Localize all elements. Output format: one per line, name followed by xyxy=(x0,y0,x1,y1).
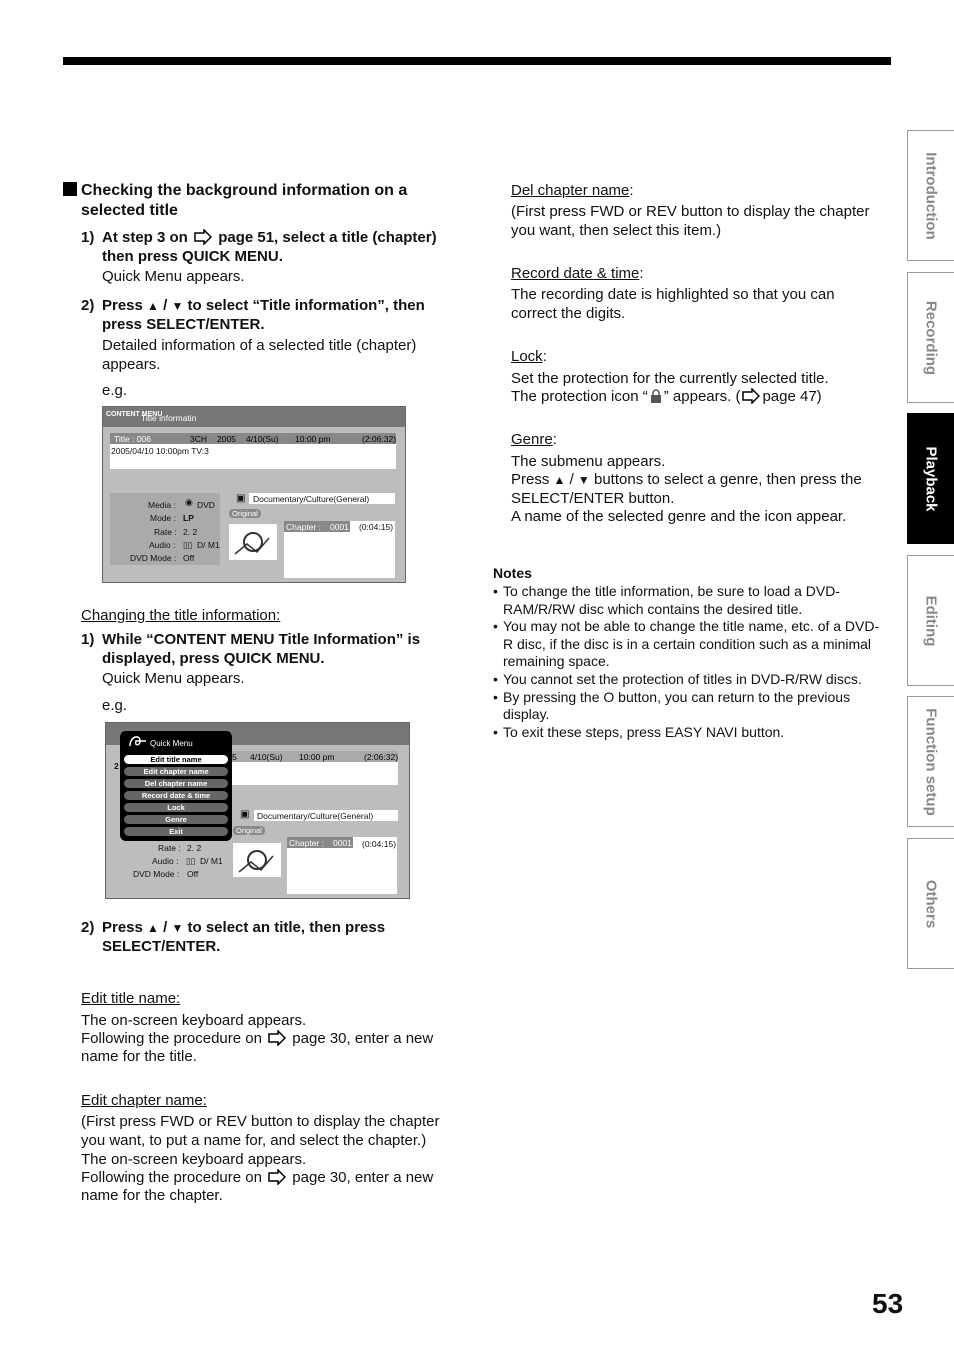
step2-result: Detailed information of a selected title (chapter) appears. xyxy=(102,337,417,373)
title-info-screen xyxy=(102,406,406,583)
note-text: To exit these steps, press EASY NAVI button. xyxy=(503,723,785,740)
qm-record-date-time[interactable]: Record date & time xyxy=(124,791,228,800)
dvd-mode-value: Off xyxy=(183,553,195,563)
edit-title-line1: The on-screen keyboard appears. xyxy=(81,1012,307,1029)
del-heading: Del chapter name: xyxy=(511,182,634,199)
tab-label: Playback xyxy=(922,445,940,512)
note-text: By pressing the O button, you can return to the previous display. xyxy=(503,688,851,723)
step2-text-b: to select “Title information”, then press SELECT/ENTER. xyxy=(102,297,425,333)
duration-2: (2:06:32) xyxy=(364,752,399,762)
dvd-mode-label-2: DVD Mode : xyxy=(133,869,180,879)
step2-text: Press ▲ / ▼ to select “Title information”, then press SELECT/ENTER. xyxy=(102,297,425,333)
genre-line1: The submenu appears. xyxy=(511,453,666,470)
page-number: 53 xyxy=(872,1288,904,1319)
down-triangle-icon: ▼ xyxy=(171,299,184,313)
up-triangle-icon: ▲ xyxy=(147,299,159,313)
audio-label-2: Audio : xyxy=(152,856,179,866)
chapter-time-2: (0:04:15) xyxy=(362,839,397,849)
edit-chapter-line3: The on-screen keyboard appears. xyxy=(81,1151,307,1168)
eg-label-2: e.g. xyxy=(102,697,128,714)
thumbnail-image-icon xyxy=(233,843,281,877)
edit-chapter-line5: name for the chapter. xyxy=(81,1187,223,1204)
quick-menu-screen xyxy=(105,722,410,899)
section-heading: Checking the background information on a selected title xyxy=(81,182,408,219)
tab-others[interactable] xyxy=(907,838,954,969)
time-2: 10:00 pm xyxy=(299,752,335,762)
rate-value: 2. 2 xyxy=(183,527,198,537)
cstep1-number: 1) xyxy=(81,631,95,648)
qm-lock[interactable]: Lock xyxy=(124,803,228,812)
genre-icon-2: ▣ xyxy=(240,809,250,820)
note-item: • To exit these steps, press EASY NAVI button. xyxy=(493,723,785,740)
thumbnail xyxy=(229,524,277,560)
screen-header-title: Title informatin xyxy=(141,413,197,423)
tab-label: Introduction xyxy=(922,151,940,240)
edit-title-line2-a: Following the procedure on xyxy=(81,1030,262,1047)
cstep2-text: Press ▲ / ▼ to select an title, then press SELECT/ENTER. xyxy=(102,919,386,955)
note-text: You may not be able to change the title name, etc. of a DVD-R disc, if the disc is in a certain condition such as a minimal remaining space. xyxy=(503,618,880,670)
rec-heading: Record date & time: xyxy=(511,265,644,282)
del-heading-text: Del chapter name xyxy=(511,182,630,199)
qm-edit-chapter-name[interactable]: Edit chapter name xyxy=(124,767,228,776)
edit-title-heading: Edit title name: xyxy=(81,990,181,1007)
time: 10:00 pm xyxy=(295,434,331,444)
qm-genre[interactable]: Genre xyxy=(124,815,228,824)
dvd-mode-value-2: Off xyxy=(187,869,199,879)
quick-menu-icon xyxy=(128,734,148,748)
lock-line2 xyxy=(511,388,822,407)
dvd-mode-label: DVD Mode : xyxy=(130,553,177,563)
chapter-value: 0001 xyxy=(330,522,349,532)
thumbnail-2 xyxy=(233,843,281,877)
tab-label: Recording xyxy=(922,300,940,375)
tab-introduction[interactable] xyxy=(907,130,954,261)
edit-title-line2-b: page 30, enter a new xyxy=(292,1030,434,1047)
audio-label: Audio : xyxy=(149,540,176,550)
genre-heading: Genre: xyxy=(511,431,557,448)
lock-line2-b: ” appears. ( xyxy=(663,388,741,405)
tab-recording[interactable] xyxy=(907,272,954,403)
section-marker xyxy=(63,182,77,196)
mode-label: Mode : xyxy=(150,513,176,523)
title-row xyxy=(110,433,396,444)
tab-label: Others xyxy=(922,879,940,928)
cstep2-text-b: to select an title, then press SELECT/ENTER. xyxy=(102,919,386,955)
genre-line4: A name of the selected genre and the icon appear. xyxy=(511,508,847,525)
cstep2-text-a: Press xyxy=(102,919,143,936)
audio-value: D/ M1 xyxy=(197,540,220,550)
edit-title-line3: name for the title. xyxy=(81,1048,197,1065)
edit-chapter-line2: you want, to put a name for, and select the chapter.) xyxy=(81,1132,427,1149)
disc-icon: ◉ xyxy=(185,497,193,507)
chapter-label-2: Chapter : xyxy=(289,838,324,848)
rec-line1: The recording date is highlighted so that you can xyxy=(511,286,835,303)
rate-label-2: Rate : xyxy=(158,843,181,853)
media-label: Media : xyxy=(148,500,176,510)
lock-line2-a: The protection icon “ xyxy=(511,388,648,405)
mode-value: LP xyxy=(183,513,194,523)
genre-heading-text: Genre xyxy=(511,431,553,448)
top-rule xyxy=(63,57,891,65)
qm-del-chapter-name[interactable]: Del chapter name xyxy=(124,779,228,788)
dolby-icon: ▯▯ xyxy=(183,540,193,550)
cstep1-result: Quick Menu appears. xyxy=(102,670,245,687)
note-text: You cannot set the protection of titles in DVD-R/RW discs. xyxy=(503,670,862,687)
del-line1: (First press FWD or REV button to display the chapter xyxy=(511,203,870,220)
del-line2: you want, then select this item.) xyxy=(511,222,722,239)
lock-heading: Lock: xyxy=(511,348,547,365)
step2-text-a: Press xyxy=(102,297,143,314)
original-badge: Original xyxy=(229,509,261,518)
title-row-2 xyxy=(226,751,398,762)
content-menu-logo: CONTENT MENU xyxy=(106,411,163,418)
page-ref-arrow-icon xyxy=(268,1030,286,1046)
chapter-bar-2 xyxy=(287,837,353,848)
rec-heading-text: Record date & time xyxy=(511,265,640,282)
cstep1-text: While “CONTENT MENU Title Information” is displayed, press QUICK MENU. xyxy=(102,631,421,667)
notes-heading: Notes xyxy=(493,565,532,581)
up-triangle-icon: ▲ xyxy=(553,473,566,487)
page-ref-arrow-icon xyxy=(742,388,760,404)
title-number: Title : 006 xyxy=(114,434,152,444)
note-item: • You may not be able to change the title name, etc. of a DVD-R disc, if the disc is in a certain condition such as a minimal remaining space. xyxy=(493,618,885,671)
genre-value-2: Documentary/Culture(General) xyxy=(257,811,374,821)
genre-line2-a: Press xyxy=(511,471,550,488)
notes-list xyxy=(493,583,885,741)
step1-text-a: At step 3 on xyxy=(102,229,188,246)
quick-menu xyxy=(120,731,232,841)
genre-icon: ▣ xyxy=(236,493,246,504)
note-item: • By pressing the O button, you can return to the previous display. xyxy=(493,689,885,724)
thumbnail-image-icon xyxy=(229,524,277,560)
duration: (2:06:32) xyxy=(362,434,397,444)
page-ref-arrow-icon xyxy=(268,1169,286,1185)
edit-title-line2 xyxy=(81,1030,433,1049)
lock-heading-text: Lock xyxy=(511,348,543,365)
edit-chapter-line4-a: Following the procedure on xyxy=(81,1169,262,1186)
tab-playback[interactable] xyxy=(907,413,954,544)
step2-number: 2) xyxy=(81,297,95,314)
page-ref-arrow-icon xyxy=(194,229,212,245)
tab-editing[interactable] xyxy=(907,555,954,686)
media-value: DVD xyxy=(197,500,215,510)
note-text: To change the title information, be sure to load a DVD-RAM/R/RW disc which contains the desired title. xyxy=(503,583,840,617)
changing-heading: Changing the title information: xyxy=(81,607,281,624)
note-item: • To change the title information, be sure to load a DVD-RAM/R/RW disc which contains the desired title. xyxy=(493,583,885,618)
step1-number: 1) xyxy=(81,229,95,246)
line2-fragment: 2 xyxy=(114,761,119,771)
year: 2005 xyxy=(217,434,236,444)
rate-value-2: 2. 2 xyxy=(187,843,202,853)
down-triangle-icon: ▼ xyxy=(171,921,184,935)
note-item: • You cannot set the protection of titles in DVD-R/RW discs. xyxy=(493,670,862,687)
genre-line3: SELECT/ENTER button. xyxy=(511,490,675,507)
lock-icon xyxy=(650,389,662,404)
channel: 3CH xyxy=(190,434,208,444)
dolby-icon-2: ▯▯ xyxy=(186,856,196,866)
qm-edit-title-name[interactable]: Edit title name xyxy=(124,755,228,764)
edit-chapter-line4-b: page 30, enter a new xyxy=(292,1169,434,1186)
recording-detail: 2005/04/10 10:00pm TV:3 xyxy=(111,446,209,456)
rate-label: Rate : xyxy=(154,527,177,537)
chapter-value-2: 0001 xyxy=(333,838,352,848)
chapter-label: Chapter : xyxy=(286,522,321,532)
cstep2-number: 2) xyxy=(81,919,95,936)
lock-line1: Set the protection for the currently selected title. xyxy=(511,370,829,387)
screen-header xyxy=(103,407,405,427)
tab-label: Editing xyxy=(922,595,940,646)
edit-chapter-heading: Edit chapter name: xyxy=(81,1092,207,1109)
date-2: 4/10(Su) xyxy=(250,752,283,762)
quick-menu-title: Quick Menu xyxy=(150,739,193,748)
lock-line2-c: page 47) xyxy=(762,388,822,405)
date: 4/10(Su) xyxy=(246,434,279,444)
genre-line2-b: buttons to select a genre, then press the xyxy=(593,471,862,488)
chapter-bar xyxy=(284,521,350,532)
down-triangle-icon: ▼ xyxy=(577,473,590,487)
edit-chapter-line4 xyxy=(81,1169,433,1188)
qm-exit[interactable]: Exit xyxy=(124,827,228,836)
edit-chapter-line1: (First press FWD or REV button to display the chapter xyxy=(81,1113,440,1130)
up-triangle-icon: ▲ xyxy=(147,921,159,935)
tab-label: Function setup xyxy=(922,707,940,816)
rec-line2: correct the digits. xyxy=(511,305,626,322)
chapter-time: (0:04:15) xyxy=(359,522,394,532)
step1-text xyxy=(102,229,462,266)
genre-line2: Press ▲ / ▼ buttons to select a genre, then press the xyxy=(511,471,862,488)
original-badge-2: Original xyxy=(233,826,265,835)
tab-function-setup[interactable] xyxy=(907,696,954,827)
audio-value-2: D/ M1 xyxy=(200,856,223,866)
year-fragment: 5 xyxy=(232,752,237,762)
step1-result: Quick Menu appears. xyxy=(102,268,245,285)
genre-value: Documentary/Culture(General) xyxy=(253,494,370,504)
step1-text-b: page 51, select a title (chapter) then press QUICK MENU. xyxy=(102,229,437,265)
eg-label-1: e.g. xyxy=(102,382,128,399)
